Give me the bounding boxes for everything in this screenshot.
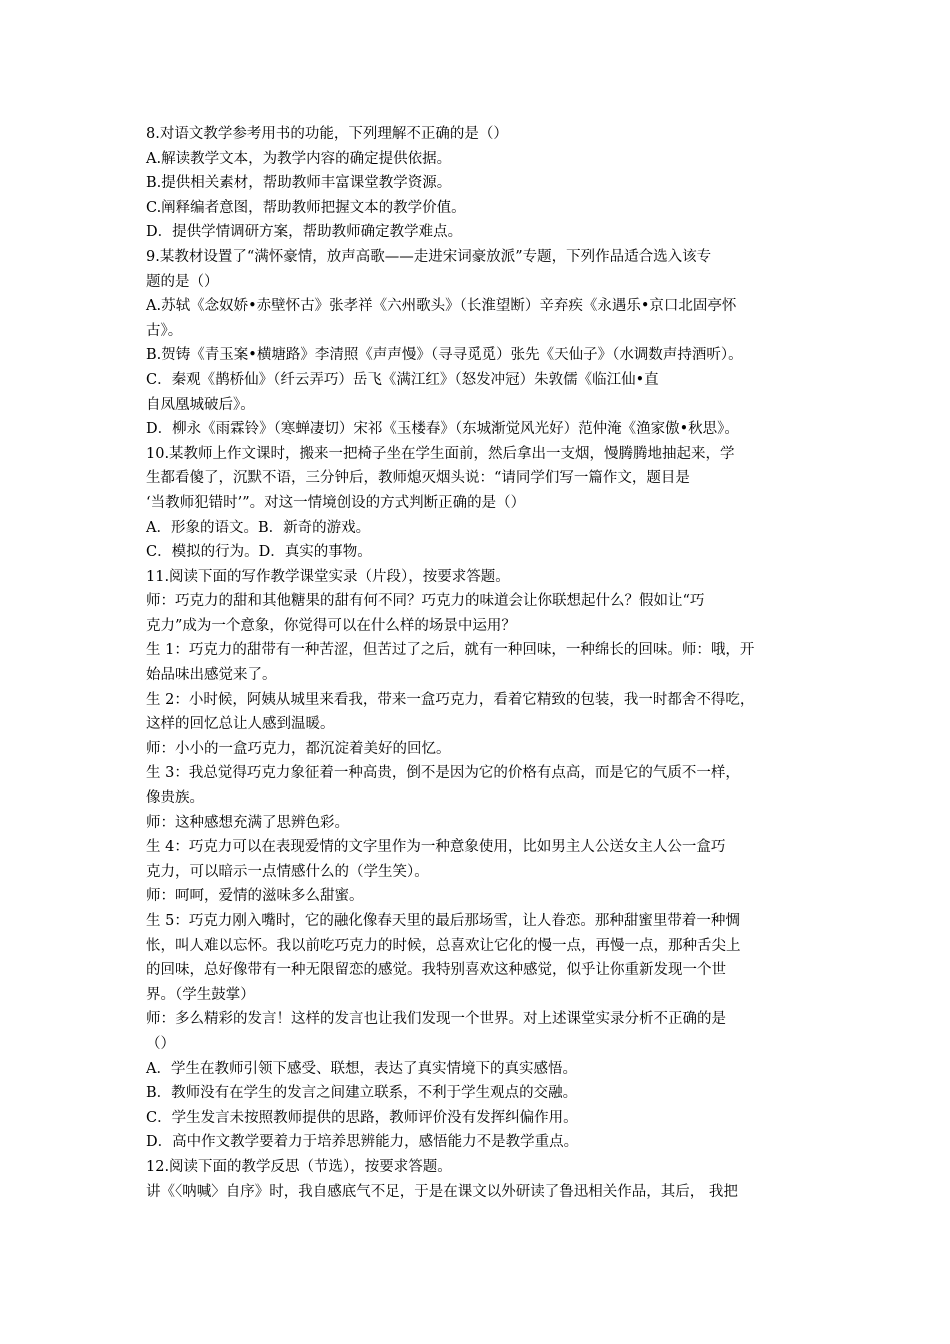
text-line: 12.阅读下面的教学反思（节选），按要求答题。 — [146, 1158, 452, 1175]
text-line: 生 2：小时候，阿姨从城里来看我，带来一盒巧克力，看着它精致的包装，我一时都舍不得吃， — [146, 691, 755, 708]
text-line: 生 3：我总觉得巧克力象征着一种高贵，倒不是因为它的价格有点高，而是它的气质不一样， — [146, 765, 740, 782]
text-line: A．学生在教师引领下感受、联想，表达了真实情境下的真实感悟。 — [146, 1060, 577, 1077]
text-line: 生 1：巧克力的甜带有一种苦涩，但苦过了之后，就有一种回味，一种绵长的回味。师：哦，开 — [146, 642, 755, 659]
text-line: ‘当教师犯错时’”。对这一情境创设的方式判断正确的是（） — [146, 494, 526, 511]
text-line: 克力”成为一个意象，你觉得可以在什么样的场景中运用？ — [146, 617, 516, 634]
text-line: 界。（学生鼓掌） — [146, 986, 255, 1003]
text-line: 这样的回忆总让人感到温暖。 — [146, 716, 335, 733]
text-line: 的回味，总好像带有一种无限留恋的感觉。我特别喜欢这种感觉，似乎让你重新发现一个世 — [146, 962, 726, 979]
text-line: 9.某教材设置了“满怀豪情，放声高歌——走进宋词豪放派”专题，下列作品适合选入该专 — [146, 248, 712, 265]
text-line: 10.某教师上作文课时，搬来一把椅子坐在学生面前，然后拿出一支烟，慢腾腾地抽起来，学 — [146, 445, 735, 462]
text-line: 像贵族。 — [146, 790, 204, 807]
text-line: 师：小小的一盒巧克力，都沉淀着美好的回忆。 — [146, 740, 451, 757]
text-line: 自凤凰城破后》。 — [146, 396, 255, 413]
text-line: D．高中作文教学要着力于培养思辨能力，感悟能力不是教学重点。 — [146, 1134, 579, 1151]
text-line: 师：巧克力的甜和其他糖果的甜有何不同？巧克力的味道会让你联想起什么？假如让“巧 — [146, 593, 705, 610]
text-line: A.苏轼《念奴娇•赤壁怀古》张孝祥《六州歌头》（长淮望断）辛弃疾《永遇乐•京口北固亭怀 — [146, 298, 737, 315]
text-line: 始品味出感觉来了。 — [146, 667, 277, 684]
text-line: 怅，叫人难以忘怀。我以前吃巧克力的时候，总喜欢让它化的慢一点，再慢一点，那种舌尖上 — [146, 937, 741, 954]
text-line: B．教师没有在学生的发言之间建立联系，不利于学生观点的交融。 — [146, 1085, 578, 1102]
text-line: 生都看傻了，沉默不语，三分钟后，教师熄灭烟头说：“请同学们写一篇作文，题目是 — [146, 470, 690, 487]
text-line: 生 5：巧克力刚入嘴时，它的融化像春天里的最后那场雪，让人眷恋。那种甜蜜里带着一种惆 — [146, 913, 740, 929]
text-line: C.阐释编者意图，帮助教师把握文本的教学价值。 — [146, 199, 466, 216]
text-line: A．形象的语文。B．新奇的游戏。 — [146, 519, 371, 536]
text-line: D．提供学情调研方案，帮助教师确定教学难点。 — [146, 224, 463, 241]
text-line: B.提供相关素材，帮助教师丰富课堂教学资源。 — [146, 175, 452, 192]
document-text — [146, 122, 811, 1204]
text-line: C．模拟的行为。D．真实的事物。 — [146, 544, 372, 561]
text-line: 生 4：巧克力可以在表现爱情的文字里作为一种意象使用，比如男主人公送女主人公一盒巧 — [146, 839, 726, 856]
text-line: D．柳永《雨霖铃》（寒蝉凄切）宋祁《玉楼春》（东城渐觉风光好）范仲淹《渔家傲•秋思》。 — [146, 421, 739, 438]
text-line: C．学生发言未按照教师提供的思路，教师评价没有发挥纠偏作用。 — [146, 1109, 578, 1126]
text-line: 讲《〈呐喊〉自序》时，我自感底气不足，于是在课文以外研读了鲁迅相关作品，其后， 我把 — [146, 1183, 738, 1200]
text-line: 8.对语文教学参考用书的功能，下列理解不正确的是（） — [146, 126, 508, 142]
text-line: 师：呵呵，爱情的滋味多么甜蜜。 — [146, 888, 364, 905]
text-line: A.解读教学文本，为教学内容的确定提供依据。 — [146, 150, 452, 167]
text-line: 古》。 — [146, 322, 183, 339]
text-line: 师：多么精彩的发言！这样的发言也让我们发现一个世界。对上述课堂实录分析不正确的是 — [146, 1011, 726, 1028]
text-line: 11.阅读下面的写作教学课堂实录（片段），按要求答题。 — [146, 568, 510, 585]
text-line: （） — [146, 1035, 175, 1052]
text-line: 题的是（） — [146, 273, 219, 290]
text-line: B.贺铸《青玉案•横塘路》李清照《声声慢》（寻寻觅觅）张先《天仙子》（水调数声持酒听）。 — [146, 347, 743, 364]
text-line: C．秦观《鹊桥仙》（纤云弄巧）岳飞《满江红》（怒发冲冠）朱敦儒《临江仙•直 — [146, 371, 659, 388]
text-line: 克力，可以暗示一点情感什么的（学生笑）。 — [146, 863, 429, 880]
text-line: 师：这种感想充满了思辨色彩。 — [146, 814, 349, 831]
